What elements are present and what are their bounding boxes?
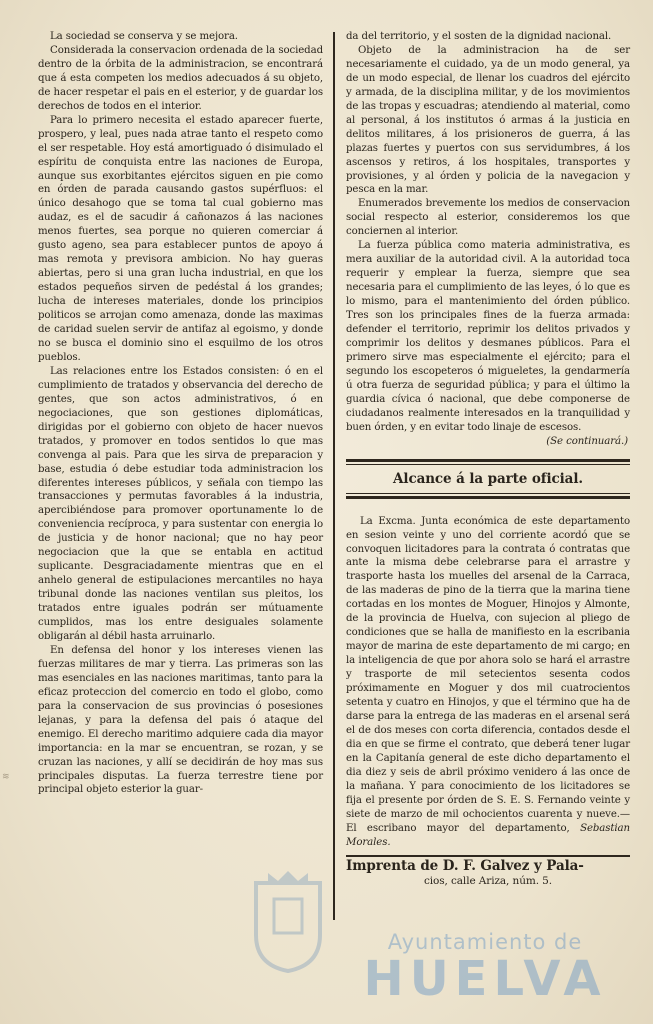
paragraph: Considerada la conservacion ordenada de la sociedad dentro de la órbita de la administracion, se encontrará que á esta competen los medios adecuados á su objeto, de hacer respetar el pais en el esterior, y de guardar los derechos de todos en el interior. (38, 44, 323, 112)
notice-body: La Excma. Junta económica de este departamento en sesion veinte y uno del corriente acordó que se convoquen licitadores para la contrata ó contratas que ante la misma debe celebrarse para el arrastre y trasporte hasta los muelles del arsenal de la Carraca, de las maderas de pino de la tierra que la marina tiene cortadas en los montes de Moguer, Hinojos y Almonte, de la provincia de Huelva, con sujecion al pliego de condiciones que se halla de manifiesto en la escribania mayor de marina de este departamento de mi cargo; en la inteligencia de que por ahora solo se hará el arrastre y trasporte de mil setecientos sesenta codos próximamente en Moguer y dos mil cuatrocientos setenta y cuatro en Hinojos, y que el término que ha de darse para la entrega de las maderas en el arsenal será el de dos meses con corta diferencia, contados desde el dia en que se firme el contrato, que deberá tener lugar en la Capitanía general de este dicho departamento el dia diez y seis de abril próximo venidero á las once de la mañana. Y para conocimiento de los licitadores se fija el presente por órden de S. E. S. Fernando veinte y siete de marzo de mil ochocientos cuarenta y nueve.—El escribano mayor del departamento, (346, 515, 630, 834)
paragraph: Enumerados brevemente los medios de conservacion social respecto al esterior, consideremos los que conciernen al interior. (346, 198, 630, 238)
paragraph: Las relaciones entre los Estados consisten: ó en el cumplimiento de tratados y observancia del derecho de gentes, que son actos administrativos, ó en negociaciones, que son gestiones diplomáticas, dirigidas por el gobierno con objeto de hacer nuevos tratados, y promover en todos sentidos lo que mas convenga al pais. Para que les sirva de preparacion y base, estudia ó debe estudiar toda administracion los diferentes intereses públicos, y señala con tiempo las transacciones y permutas favorables á la industria, apercibiéndose para promover oportunamente lo de conveniencia recíproca, y para sustentar con energia lo de justicia y de honor nacional; que no hay peor negociacion que la que se entabla en actitud suplicante. Desgraciadamente mientras que en el anhelo general de estipulaciones mercantiles no haya tribunal donde las naciones ventilan sus pleitos, los tratados entre iguales podrán ser mútuamente cumplidos, mas los entre desiguales solamente obligarán al débil hasta arruinarlo. (38, 365, 323, 642)
watermark-line-1: Ayuntamiento de (387, 930, 583, 954)
archive-stamp-icon (248, 865, 328, 975)
column-divider (333, 32, 335, 920)
paragraph: Objeto de la administracion ha de ser necesariamente el cuidado, ya de un modo general, ya de un modo especial, de llenar los cuadros del ejército y armada, de la disciplina militar, y de los movimientos de las tropas y escuadras; atendiendo al material, como al personal, á los institutos ó armas á la justicia en delitos militares, á los prisioneros de guerra, á las plazas fuertes y puertos con sus servidumbres, á los ascensos y retiros, á los hospitales, transportes y provisiones, y al órden y policia de la navegacion y pesca en la mar. (346, 44, 630, 196)
official-notice (346, 515, 630, 850)
rule-bottom (346, 496, 630, 499)
imprint-line-1: Imprenta de D. F. Galvez y Pala- (346, 858, 584, 875)
right-column (346, 30, 630, 889)
margin-mark: ≋ (2, 772, 10, 782)
paragraph: La sociedad se conserva y se mejora. (50, 31, 238, 42)
rule-top-thin (346, 464, 630, 465)
section-header (346, 459, 630, 499)
rule-top (346, 459, 630, 462)
paragraph: da del territorio, y el sosten de la dignidad nacional. (346, 31, 612, 42)
continuation-note: (Se continuará.) (546, 435, 628, 447)
notice-text (346, 515, 630, 850)
watermark-line-2: HUELVA (363, 951, 607, 1007)
paragraph: Para lo primero necesita el estado aparecer fuerte, prospero, y leal, pues nada atrae tanto el respeto como el ser respetable. Hoy está amortiguado ó disimulado el espíritu de conquista entre las naciones de Europa, aunque sus exorbitantes ejércitos siguen en pie como en órden de parada causando gastos supérfluos: el único desahogo que se toma tal cual gobierno mas audaz, es el de sacudir á cañonazos á las naciones menos fuertes, sea porque no quieren comerciar á gusto ageno, sea para establecer puntos de apoyo á mas remota y previsora ambicion. No hay gueras abiertas, pero si una gran lucha industrial, en que los estados pequeños sirven de pedéstal á los grandes; lucha de intereses materiales, donde los principios politicos se arrojan como amenaza, donde las maximas de caridad suelen servir de antifaz al egoismo, y donde no se busca el dominio sino el esquilmo de los otros pueblos. (38, 114, 323, 363)
paragraph: En defensa del honor y los intereses vienen las fuerzas militares de mar y tierra. Las primeras son las mas esenciales en las naciones maritimas, tanto para la eficaz proteccion del comercio en todo el globo, como para la conservacion de sus provincias ó posesiones lejanas, y para la defensa del pais ó ataque del enemigo. El derecho maritimo adquiere cada dia mayor importancia: en la mar se encuentran, se rozan, y se cruzan las naciones, y allí se decidirán de hoy mas sus principales disputas. La fuerza terrestre tiene por principal objeto esterior la guar- (38, 644, 323, 796)
section-title: Alcance á la parte oficial. (393, 470, 583, 487)
signature: Sebastian Morales. (346, 822, 630, 848)
left-column (38, 30, 323, 797)
rule-bottom-thin (346, 493, 630, 494)
paragraph: La fuerza pública como materia administrativa, es mera auxiliar de la autoridad civil. A la autoridad toca requerir y emplear la fuerza, siempre que sea necesaria para el cumplimiento de las leyes, ó lo que es lo mismo, para el mantenimiento del órden público. Tres son los principales fines de la fuerza armada: defender el territorio, reprimir los delitos privados y comprimir los delitos y desmanes públicos. Para el primero sirve mas especialmente el ejército; para el segundo los escopeteros ó migueletes, la gendarmería ú otra fuerza de seguridad pública; y para el último la guardia cívica ó nacional, que debe componerse de ciudadanos realmente interesados en la tranquilidad y buen órden, y en evitar todo linaje de escesos. (346, 240, 630, 433)
imprint-line-2: cios, calle Ariza, núm. 5. (423, 875, 553, 888)
archive-watermark (335, 930, 635, 1007)
